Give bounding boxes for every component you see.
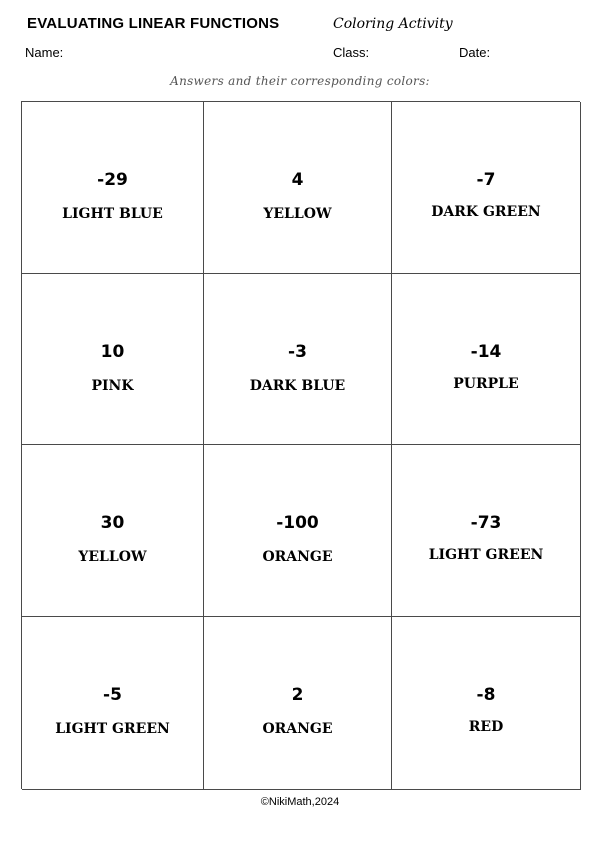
answer-cell [392, 274, 581, 445]
color-name: LIGHT GREEN [428, 547, 544, 563]
answer-value: 30 [100, 513, 125, 533]
answer-cell [204, 274, 392, 445]
color-name: LIGHT BLUE [62, 206, 163, 222]
answer-cell [22, 102, 204, 274]
copyright-footer: ©NikiMath,2024 [260, 796, 340, 808]
answer-value: 2 [291, 685, 304, 705]
answer-value: 10 [100, 342, 125, 362]
class-label: Class: [333, 45, 370, 60]
answer-value: -100 [276, 513, 319, 533]
answer-cell [22, 274, 204, 445]
color-name: PURPLE [453, 376, 519, 392]
answer-value: -3 [288, 342, 307, 362]
answer-cell [392, 445, 581, 617]
answer-cell [204, 102, 392, 274]
color-name: YELLOW [78, 549, 147, 565]
color-name: DARK BLUE [249, 378, 346, 394]
answer-cell [22, 617, 204, 790]
answer-value: 4 [291, 170, 304, 190]
color-name: YELLOW [263, 206, 332, 222]
worksheet-title: EVALUATING LINEAR FUNCTIONS [27, 15, 280, 32]
color-name: LIGHT GREEN [55, 721, 170, 737]
answer-cell [204, 617, 392, 790]
answer-value: -14 [470, 342, 502, 362]
answer-value: -5 [103, 685, 122, 705]
color-name: RED [468, 719, 504, 735]
name-label: Name: [25, 45, 64, 60]
answer-cell [204, 445, 392, 617]
color-name: PINK [91, 378, 134, 394]
answer-value: -7 [476, 170, 496, 190]
color-name: DARK GREEN [431, 204, 541, 220]
legend-caption: Answers and their corresponding colors: [170, 74, 430, 88]
date-label: Date: [459, 45, 491, 60]
answer-cell [22, 445, 204, 617]
color-name: ORANGE [262, 549, 333, 565]
answer-color-grid [21, 101, 580, 789]
answer-value: -29 [97, 170, 128, 190]
answer-value: -73 [470, 513, 502, 533]
answer-cell [392, 617, 581, 790]
color-name: ORANGE [262, 721, 333, 737]
activity-subtitle: Coloring Activity [333, 16, 453, 32]
answer-value: -8 [476, 685, 496, 705]
answer-cell [392, 102, 581, 274]
